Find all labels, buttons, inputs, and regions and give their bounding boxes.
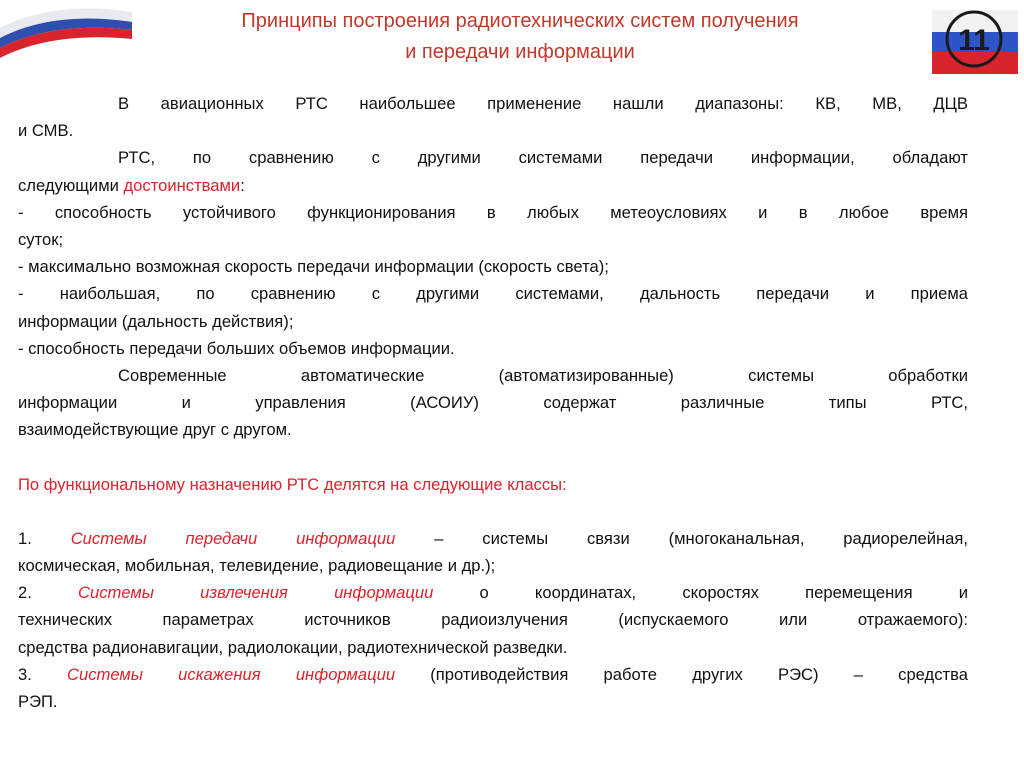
paragraph-bands-line-1: В авиационных РТС наибольшее применение нашли диапазоны: КВ, МВ, ДЦВ — [118, 94, 968, 113]
class-2-number: 2. — [18, 583, 79, 603]
class-3-description: (противодействия работе других РЭС) – средства — [395, 664, 968, 684]
slide-title — [150, 6, 890, 68]
slide-number: 11 — [958, 24, 990, 57]
class-2-line-3: средства радионавигации, радиолокации, радиотехнической разведки. — [18, 637, 568, 657]
advantages-suffix: : — [240, 175, 245, 195]
paragraph-advantages-line-1: РТС, по сравнению с другими системами передачи информации, обладают — [118, 148, 968, 168]
class-1-number: 1. — [18, 528, 71, 548]
list-item-speed: - максимально возможная скорость передачи информации (скорость света); — [18, 257, 609, 277]
slide-number-badge — [930, 6, 1022, 83]
paragraph-advantages-line-2 — [18, 172, 968, 199]
flag-ribbon-decoration — [0, 0, 150, 80]
list-item-range-line-2: информации (дальность действия); — [18, 311, 294, 331]
list-item-volume: - способность передачи больших объемов информации. — [18, 338, 455, 358]
class-1-term: Системы передачи информации — [70, 528, 396, 548]
class-2-line-2: технических параметрах источников радиоизлучения (испускаемого или отражаемого): — [18, 610, 968, 630]
paragraph-asoiu-line-1: Современные автоматические (автоматизированные) системы обработки — [118, 366, 968, 386]
slide-title-line-1: Принципы построения радиотехнических систем получения — [241, 10, 799, 32]
paragraph-bands-line-2: и СМВ. — [18, 121, 74, 141]
class-1-line-1 — [18, 525, 968, 552]
class-2-term: Системы извлечения информации — [78, 583, 434, 603]
list-item-weather-line-2: суток; — [18, 230, 64, 250]
slide-title-line-2: и передачи информации — [405, 41, 635, 63]
class-1-description: – системы связи (многоканальная, радиорелейная, — [395, 528, 968, 548]
list-item-range-line-1: - наибольшая, по сравнению с другими системами, дальность передачи и приема — [18, 284, 968, 304]
class-3-line-2: РЭП. — [18, 692, 58, 712]
paragraph-asoiu-line-3: взаимодействующие друг с другом. — [18, 420, 292, 440]
class-3-line-1 — [18, 661, 968, 688]
class-1-line-2: космическая, мобильная, телевидение, радиовещание и др.); — [18, 556, 496, 576]
slide-body — [18, 90, 968, 715]
class-3-term: Системы искажения информации — [67, 664, 396, 684]
class-3-number: 3. — [18, 664, 68, 684]
paragraph-asoiu-line-2: информации и управления (АСОИУ) содержат различные типы РТС, — [18, 393, 968, 413]
list-item-weather-line-1: - способность устойчивого функционирования в любых метеоусловиях и в любое время — [18, 202, 968, 222]
advantages-keyword: достоинствами — [123, 175, 241, 195]
flag-badge-icon — [930, 6, 1022, 78]
class-2-line-1 — [18, 579, 968, 606]
class-2-description: о координатах, скоростях перемещения и — [433, 583, 968, 603]
classes-heading: По функциональному назначению РТС делятся на следующие классы: — [18, 474, 567, 494]
advantages-prefix: следующими — [18, 175, 124, 195]
